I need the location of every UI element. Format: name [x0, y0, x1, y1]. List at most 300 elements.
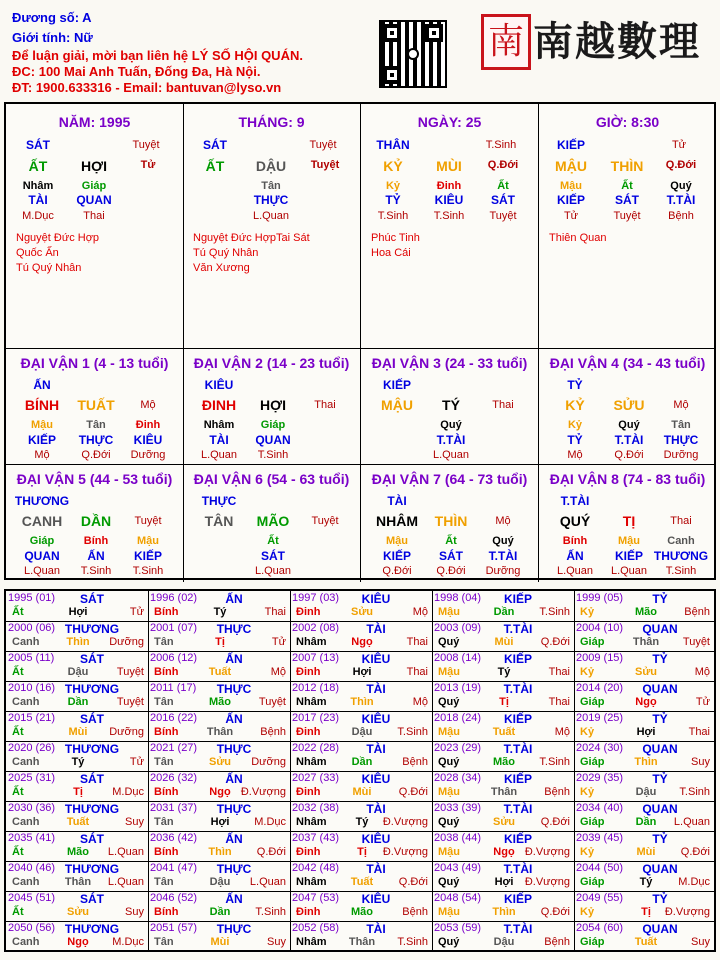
year-can: Đinh [296, 846, 321, 858]
year-label: 2007 (13) [292, 652, 340, 664]
year-can: Quý [438, 696, 460, 708]
year-god: KIÊU [361, 712, 391, 726]
year-god: QUAN [642, 682, 678, 696]
year-label: 2048 (54) [434, 892, 482, 904]
pillar-god: SÁT [26, 138, 50, 152]
year-god: SÁT [80, 712, 104, 726]
year-chi: Mão [67, 846, 89, 858]
year-label: 2026 (32) [150, 772, 198, 784]
year-label: 2027 (33) [292, 772, 340, 784]
year-chi: Hợi [68, 606, 88, 618]
pillar-state: T.Sinh [485, 139, 517, 151]
year-can: Mậu [438, 606, 460, 618]
year-label: 1998 (04) [434, 592, 482, 604]
year-cell [432, 831, 575, 862]
year-can: Canh [12, 936, 40, 948]
year-chi: Dậu [635, 786, 657, 798]
dai-van-cell [539, 349, 716, 465]
year-chi: Sửu [66, 906, 90, 918]
dai-van-cell [6, 349, 184, 465]
year-chi: Tị [499, 696, 509, 708]
dai-van-title: ĐẠI VẬN 4 (34 - 43 tuổi) [549, 355, 706, 371]
year-cell [290, 591, 433, 622]
pillar-cell [539, 104, 716, 349]
hidden-god: T.TÀI [488, 549, 518, 563]
hidden-state: Bệnh [668, 210, 694, 222]
year-chi: Thìn [208, 846, 232, 858]
year-state: Q.Đới [540, 636, 570, 648]
year-chi: Tuất [634, 936, 658, 948]
year-chi: Ngọ [209, 786, 231, 798]
year-cell [432, 741, 575, 772]
hidden-god: THỰC [253, 193, 289, 207]
pillar-title: NGÀY: 25 [417, 114, 482, 130]
year-chi: Tuất [492, 726, 516, 738]
year-cell [574, 621, 714, 652]
year-state: Tử [695, 696, 710, 708]
year-state: T.Sinh [397, 726, 428, 738]
hidden-state: T.Sinh [377, 210, 409, 222]
pillar-god: KIẾP [556, 138, 586, 152]
year-chi: Thân [64, 876, 92, 888]
year-state: Mộ [694, 666, 710, 678]
year-god: THỰC [216, 742, 252, 756]
year-cell [574, 891, 714, 922]
year-can: Đinh [296, 906, 321, 918]
year-god: THƯƠNG [64, 742, 120, 756]
hidden-god: KIẾP [556, 193, 586, 207]
year-chi: Dậu [209, 876, 231, 888]
year-god: KIẾP [503, 772, 533, 786]
hidden-state: L.Quan [254, 565, 292, 577]
year-state: Đ.Vượng [382, 816, 428, 828]
year-state: Suy [691, 936, 710, 948]
year-label: 2051 (57) [150, 922, 198, 934]
year-state: Thai [548, 696, 570, 708]
year-god: T.TÀI [503, 862, 533, 876]
year-label: 2034 (40) [576, 802, 624, 814]
year-cell [6, 651, 149, 682]
year-can: Giáp [580, 876, 605, 888]
dai-van-god: T.TÀI [560, 494, 590, 508]
year-label: 2035 (41) [8, 832, 56, 844]
hidden-god: T.TÀI [614, 433, 644, 447]
year-label: 2010 (16) [8, 682, 56, 694]
year-label: 2032 (38) [292, 802, 340, 814]
yearly-table [4, 589, 716, 952]
pillar-can: ẤT [205, 158, 225, 174]
year-god: TỶ [652, 712, 668, 726]
year-god: THỰC [216, 862, 252, 876]
year-label: 2014 (20) [576, 682, 624, 694]
dai-van-title: ĐẠI VẬN 5 (44 - 53 tuổi) [16, 471, 173, 487]
year-can: Tân [154, 696, 174, 708]
year-god: KIÊU [361, 832, 391, 846]
year-cell [6, 741, 149, 772]
year-can: Đinh [296, 786, 321, 798]
year-label: 2050 (56) [8, 922, 56, 934]
hidden-state: Tuyệt [489, 210, 517, 222]
year-state: Đ.Vượng [524, 876, 570, 888]
year-label: 2045 (51) [8, 892, 56, 904]
star-label: Văn Xương [193, 262, 250, 274]
dai-van-title: ĐẠI VẬN 8 (74 - 83 tuổi) [549, 471, 706, 487]
year-can: Mậu [438, 726, 460, 738]
dai-van-state: Thai [314, 399, 336, 411]
year-cell [148, 921, 291, 950]
star-label: Tú Quý Nhân [16, 262, 82, 274]
hidden-god: QUAN [255, 433, 291, 447]
year-chi: Dậu [67, 666, 89, 678]
year-state: Thai [548, 666, 570, 678]
pillar-extra-state: Q.Đới [487, 159, 519, 171]
year-state: Suy [125, 906, 144, 918]
hidden-state: T.Sinh [665, 565, 697, 577]
hidden-stem: Mậu [560, 180, 582, 192]
hidden-god: THỰC [78, 433, 114, 447]
hidden-state: L.Quan [200, 449, 238, 461]
year-god: T.TÀI [503, 622, 533, 636]
year-state: Dưỡng [109, 726, 144, 738]
year-chi: Thân [490, 786, 518, 798]
year-god: TỶ [652, 892, 668, 906]
hidden-stem: Nhâm [203, 419, 235, 431]
year-cell [148, 861, 291, 892]
hidden-god: KIẾP [614, 549, 644, 563]
hidden-state: T.Sinh [80, 565, 112, 577]
year-label: 2042 (48) [292, 862, 340, 874]
hidden-stem: Quý [618, 419, 640, 431]
year-cell [290, 681, 433, 712]
year-god: THỰC [216, 622, 252, 636]
hidden-stem: Canh [667, 535, 695, 547]
pillar-extra-state: Q.Đới [665, 159, 697, 171]
dai-van-chi: TỊ [622, 513, 636, 529]
hidden-god: QUAN [76, 193, 112, 207]
year-can: Kỷ [580, 846, 595, 858]
star-label: Phúc Tinh [371, 232, 420, 244]
year-label: 2039 (45) [576, 832, 624, 844]
year-label: 2038 (44) [434, 832, 482, 844]
dai-van-cell [539, 465, 716, 582]
hidden-stem: Quý [440, 419, 462, 431]
year-cell [6, 711, 149, 742]
year-state: Tử [129, 606, 144, 618]
dai-van-can: ĐINH [201, 397, 237, 413]
year-label: 2033 (39) [434, 802, 482, 814]
year-state: Q.Đới [540, 816, 570, 828]
year-can: Nhâm [296, 636, 327, 648]
dai-van-god: THƯƠNG [14, 494, 70, 508]
year-chi: Thìn [492, 906, 516, 918]
year-label: 2018 (24) [434, 712, 482, 724]
year-state: Tuyệt [682, 636, 710, 648]
dai-van-cell [6, 465, 184, 582]
hidden-state: Thai [83, 210, 105, 222]
hidden-stem: Tân [671, 419, 691, 431]
year-can: Nhâm [296, 696, 327, 708]
pillar-chi: MÙI [436, 158, 462, 174]
duong-so: Đương số: A [12, 10, 92, 25]
year-god: SÁT [80, 652, 104, 666]
year-state: Mộ [412, 696, 428, 708]
year-god: THƯƠNG [64, 622, 120, 636]
year-chi: Tị [641, 906, 651, 918]
year-cell [290, 711, 433, 742]
year-label: 2005 (11) [8, 652, 55, 664]
pillar-god: THÂN [376, 138, 410, 152]
year-god: SÁT [80, 892, 104, 906]
year-god: THỰC [216, 682, 252, 696]
year-label: 1996 (02) [150, 592, 198, 604]
year-can: Ất [12, 666, 24, 678]
year-can: Kỷ [580, 906, 595, 918]
year-can: Kỷ [580, 726, 595, 738]
year-label: 2020 (26) [8, 742, 56, 754]
hidden-state: Mộ [34, 449, 50, 461]
year-chi: Tuất [350, 876, 374, 888]
year-chi: Tị [73, 786, 83, 798]
year-cell [6, 891, 149, 922]
hidden-state: L.Quan [252, 210, 290, 222]
year-can: Canh [12, 756, 40, 768]
year-chi: Hợi [636, 726, 656, 738]
year-cell [574, 921, 714, 950]
year-chi: Dần [635, 816, 657, 828]
year-state: L.Quan [249, 876, 286, 888]
year-god: T.TÀI [503, 742, 533, 756]
year-chi: Dần [493, 606, 515, 618]
year-cell [432, 621, 575, 652]
year-state: Tử [129, 756, 144, 768]
year-cell [432, 861, 575, 892]
year-god: THỰC [216, 922, 252, 936]
year-cell [148, 711, 291, 742]
year-state: Suy [125, 816, 144, 828]
main-chart-table [4, 102, 716, 580]
year-chi: Tuất [208, 666, 232, 678]
year-chi: Mão [635, 606, 657, 618]
year-can: Giáp [580, 696, 605, 708]
year-label: 2046 (52) [150, 892, 198, 904]
year-can: Quý [438, 936, 460, 948]
year-chi: Thìn [350, 696, 374, 708]
year-god: TỶ [652, 592, 668, 606]
year-can: Ất [12, 606, 24, 618]
dai-van-chi: MÃO [256, 513, 290, 529]
year-label: 2016 (22) [150, 712, 198, 724]
year-label: 2043 (49) [434, 862, 482, 874]
hidden-god: ẤN [87, 549, 105, 563]
year-state: Bệnh [402, 906, 428, 918]
year-god: THƯƠNG [64, 922, 120, 936]
year-state: L.Quan [107, 876, 144, 888]
year-god: KIẾP [503, 652, 533, 666]
year-state: Q.Đới [398, 786, 428, 798]
year-can: Bính [154, 786, 179, 798]
year-label: 2013 (19) [434, 682, 482, 694]
year-state: Bệnh [402, 756, 428, 768]
dai-van-state: Mộ [673, 399, 689, 411]
dai-van-can: TÂN [204, 513, 234, 529]
year-cell [432, 711, 575, 742]
year-cell [148, 681, 291, 712]
year-god: KIẾP [503, 832, 533, 846]
year-label: 2036 (42) [150, 832, 198, 844]
year-label: 2053 (59) [434, 922, 482, 934]
year-cell [290, 771, 433, 802]
hidden-god: KIẾP [382, 549, 412, 563]
hidden-god: THỰC [663, 433, 699, 447]
hidden-stem: Mậu [618, 535, 640, 547]
hidden-god: TÀI [28, 193, 48, 207]
address-line: ĐC: 100 Mai Anh Tuấn, Đống Đa, Hà Nội. [12, 64, 261, 79]
year-god: KIẾP [503, 712, 533, 726]
year-chi: Tị [357, 846, 367, 858]
pillar-extra-state: Tử [140, 159, 156, 171]
year-chi: Sửu [208, 756, 232, 768]
dai-van-title: ĐẠI VẬN 2 (14 - 23 tuổi) [193, 355, 350, 371]
year-can: Canh [12, 696, 40, 708]
year-god: THƯƠNG [64, 802, 120, 816]
dai-van-can: CANH [21, 513, 63, 529]
hidden-god: T.TÀI [436, 433, 466, 447]
year-state: Q.Đới [680, 846, 710, 858]
year-cell [290, 621, 433, 652]
pillar-god: SÁT [203, 138, 227, 152]
dai-van-can: QUÝ [559, 513, 591, 529]
brand-logo: 南越數理 [533, 18, 701, 65]
hidden-state: T.Sinh [132, 565, 164, 577]
year-can: Nhâm [296, 756, 327, 768]
year-god: TÀI [366, 862, 386, 876]
year-god: TỶ [652, 652, 668, 666]
year-cell [432, 681, 575, 712]
dai-van-can: MẬU [381, 397, 413, 413]
year-can: Tân [154, 876, 174, 888]
hidden-god: KIÊU [434, 193, 464, 207]
hidden-state: M.Dục [22, 210, 54, 222]
star-label: Nguyệt Đức Hợp [16, 232, 100, 244]
year-chi: Dậu [493, 936, 515, 948]
year-can: Đinh [296, 726, 321, 738]
year-state: Dưỡng [109, 636, 144, 648]
year-can: Kỷ [580, 666, 595, 678]
year-state: Suy [691, 756, 710, 768]
dai-van-cell [361, 465, 539, 582]
year-chi: Thân [632, 636, 660, 648]
year-label: 2021 (27) [150, 742, 198, 754]
year-cell [574, 861, 714, 892]
dai-van-can: NHÂM [376, 513, 418, 529]
hidden-stem: Ất [445, 535, 457, 547]
year-cell [148, 891, 291, 922]
year-label: 2025 (31) [8, 772, 56, 784]
hidden-state: Q.Đới [614, 449, 644, 461]
year-can: Tân [154, 636, 174, 648]
star-label: Hoa Cái [371, 247, 411, 259]
dai-van-cell [361, 349, 539, 465]
year-god: KIÊU [361, 592, 391, 606]
year-label: 2008 (14) [434, 652, 482, 664]
hidden-stem: Mậu [31, 419, 53, 431]
year-can: Kỷ [580, 606, 595, 618]
year-chi: Hợi [494, 876, 514, 888]
dai-van-state: Tuyệt [134, 515, 162, 527]
year-state: Đ.Vượng [240, 786, 286, 798]
year-can: Quý [438, 816, 460, 828]
year-cell [148, 651, 291, 682]
year-cell [148, 801, 291, 832]
year-label: 2030 (36) [8, 802, 56, 814]
year-label: 1999 (05) [576, 592, 624, 604]
pillar-can: ẤT [28, 158, 48, 174]
year-can: Bính [154, 666, 179, 678]
year-god: ẤN [225, 652, 243, 666]
year-chi: Mùi [210, 936, 230, 948]
year-chi: Mùi [68, 726, 88, 738]
year-state: Tuyệt [258, 696, 286, 708]
dai-van-chi: DẦN [80, 513, 112, 529]
year-state: Đ.Vượng [382, 846, 428, 858]
year-god: T.TÀI [503, 922, 533, 936]
year-can: Giáp [580, 816, 605, 828]
year-can: Giáp [580, 756, 605, 768]
year-cell [432, 771, 575, 802]
dai-van-cell [183, 349, 361, 465]
year-state: Suy [267, 936, 286, 948]
year-can: Đinh [296, 666, 321, 678]
year-god: TỶ [652, 772, 668, 786]
year-cell [290, 891, 433, 922]
year-label: 1997 (03) [292, 592, 340, 604]
year-chi: Dần [67, 696, 89, 708]
year-label: 2000 (06) [8, 622, 56, 634]
year-cell [574, 831, 714, 862]
year-cell [290, 651, 433, 682]
hidden-stem: Ất [267, 535, 279, 547]
year-state: Đ.Vượng [524, 846, 570, 858]
dai-van-state: Thai [492, 399, 514, 411]
year-state: M.Dục [254, 816, 286, 828]
hidden-state: Mộ [567, 449, 583, 461]
pillar-state: Tử [671, 139, 687, 151]
hidden-state: Q.Đới [436, 565, 466, 577]
pillar-title: NĂM: 1995 [58, 114, 131, 130]
year-cell [574, 741, 714, 772]
year-chi: Thìn [66, 636, 90, 648]
year-chi: Tị [215, 636, 225, 648]
year-cell [432, 921, 575, 950]
year-can: Bính [154, 726, 179, 738]
year-label: 2052 (58) [292, 922, 340, 934]
hidden-god: ẤN [566, 549, 584, 563]
hidden-state: L.Quan [610, 565, 648, 577]
year-state: M.Dục [678, 876, 710, 888]
year-can: Nhâm [296, 816, 327, 828]
year-cell [574, 651, 714, 682]
year-can: Ất [12, 846, 24, 858]
year-chi: Ngọ [351, 636, 373, 648]
year-cell [574, 801, 714, 832]
year-chi: Ngọ [493, 846, 515, 858]
year-cell [6, 591, 149, 622]
hidden-stem: Quý [492, 535, 514, 547]
year-label: 1995 (01) [8, 592, 56, 604]
year-god: ẤN [225, 832, 243, 846]
hidden-stem: Giáp [29, 535, 55, 547]
pillar-chi: DẬU [255, 158, 287, 174]
